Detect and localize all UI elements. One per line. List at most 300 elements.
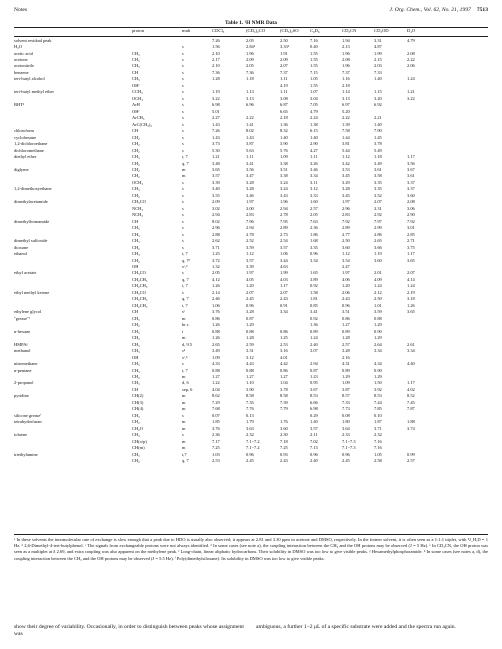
table-cell: 0.88 (212, 367, 220, 373)
table-cell: 2.05 (212, 270, 220, 276)
table-cell: CH₂ (132, 147, 140, 153)
table-cell: 1.04 (280, 380, 288, 386)
table-cell: 3.06 (407, 205, 415, 211)
table-cell: 1.91 (280, 50, 288, 56)
table-cell: 0.40 (310, 44, 318, 50)
table-cell: s (182, 361, 184, 367)
table-cell: sᵉ (182, 309, 185, 315)
table-cell: 2.05 (310, 212, 318, 218)
table-cell: 1.11 (280, 76, 288, 82)
table-cell: CH₃CO (132, 199, 146, 205)
table-cell: m (182, 335, 186, 341)
table-cell: 3.57 (280, 244, 288, 250)
table-cell: 2.11 (310, 432, 318, 438)
table-cell: n-hexane (14, 328, 31, 334)
table-cell: 3.28 (342, 186, 350, 192)
table-cell: 3.16 (280, 348, 288, 354)
table-cell: 7.1−7.2 (246, 438, 260, 444)
table-cell: 7.17 (212, 438, 220, 444)
table-cell: 2.84ᵇ (246, 44, 256, 50)
table-cell: CH₃ (132, 63, 140, 69)
table-cell: 1.29 (246, 322, 254, 328)
table-cell: 2.94 (246, 225, 254, 231)
table-cell: 3.44 (280, 257, 288, 263)
table-cell: chloroform (14, 128, 34, 134)
table-cell: 3.51 (280, 166, 288, 172)
table-cell: 1.43 (212, 134, 220, 140)
table-cell: 0.90 (374, 367, 382, 373)
table-cell: 1.12 (342, 154, 350, 160)
table-cell: 2.65 (374, 238, 382, 244)
table-cell: 2.53 (212, 458, 220, 464)
table-cell: CH₂ (132, 322, 140, 328)
table-cell: 2.06 (342, 289, 350, 295)
table-cell: 1.41 (246, 121, 254, 127)
table-cell: 0.91 (280, 302, 288, 308)
table-cell: 7.05 (310, 102, 318, 108)
table-cell: 3.45 (342, 173, 350, 179)
table-cell: CH(2) (132, 393, 144, 399)
table-cell: 2.58 (374, 458, 382, 464)
table-cell: 2.18 (280, 115, 288, 121)
table-cell: 2.09 (246, 57, 254, 62)
table-cell: 1.86 (310, 231, 318, 237)
table-cell: 2.53 (280, 341, 288, 347)
table-cell: acetic acid (14, 50, 33, 56)
table-cell: 1.10 (246, 380, 254, 386)
table-cell: 2.73 (280, 231, 288, 237)
table-cell: 7.36 (246, 69, 254, 75)
table-cell: 5.30 (212, 147, 220, 153)
table-cell: s (182, 199, 184, 205)
column-header: CD₃OD (374, 28, 389, 33)
table-cell: 3.04 (310, 95, 318, 101)
table-cell: d, 9.5 (182, 341, 192, 347)
table-cell: 2.88 (212, 231, 220, 237)
table-cell: 3.28 (246, 179, 254, 185)
table-cell: s (182, 186, 184, 192)
table-cell: s (182, 44, 184, 50)
table-cell: 3.55 (212, 192, 220, 198)
table-cell: 4.09 (374, 276, 382, 282)
table-cell: 2.54 (280, 238, 288, 244)
table-cell: m (182, 406, 186, 412)
table-cell: t, 7 (182, 367, 188, 373)
table-cell: 2.15 (374, 57, 382, 62)
column-header: (CD₃)₂SO (280, 28, 299, 33)
table-cell: 0.96 (310, 451, 318, 457)
table-cell: 2.30 (280, 432, 288, 438)
table-cell: sʰ (182, 348, 186, 354)
table-cell: 3.12 (246, 354, 254, 360)
table-cell: 3.87 (246, 141, 254, 147)
table-cell: CH₂CH₃ (132, 302, 148, 308)
table-cell: 2.07 (280, 63, 288, 69)
table-title: Table 1. ¹H NMR Data (225, 20, 277, 26)
table-cell: 7.95 (280, 218, 288, 224)
table-cell: CH₂CH₃ (132, 276, 148, 282)
table-cell: 3.65 (407, 309, 415, 315)
table-cell: CH₃ (132, 186, 140, 192)
table-cell: 2.90 (310, 141, 318, 147)
table-cell: 2.19 (407, 289, 415, 295)
table-cell: 0.89 (342, 328, 350, 334)
table-cell: nitromethane (14, 361, 38, 367)
table-cell: 1.17 (407, 380, 415, 386)
table-cell: 6.98 (212, 102, 220, 108)
column-header: proton (132, 28, 144, 33)
table-cell: 7.13 (310, 445, 318, 451)
table-cell: 3.52 (374, 192, 382, 198)
table-cell: ethylene glycol (14, 309, 42, 315)
table-cell: CH₃ (132, 231, 140, 237)
table-cell: diethyl ether (14, 154, 37, 160)
table-cell: 1.87 (374, 419, 382, 425)
table-cell: HMPAᵍ (14, 341, 28, 347)
table-cell: 2.10 (212, 50, 220, 56)
table-cell: 0.86 (280, 328, 288, 334)
table-cell: 3.76 (212, 309, 220, 315)
table-cell: s (182, 289, 184, 295)
table-cell: 1.40 (310, 134, 318, 140)
table-cell: 2.05 (246, 63, 254, 69)
table-cell: 1.19 (374, 251, 382, 257)
table-cell: 2.92 (374, 212, 382, 218)
table-cell: CH₂ (132, 244, 140, 250)
table-cell: 2.89 (280, 225, 288, 231)
table-cell: 1.17 (407, 154, 415, 160)
table-cell: 6.98 (310, 406, 318, 412)
table-cell: 1.29 (374, 335, 382, 341)
table-cell: 1.07 (310, 89, 318, 95)
table-cell: s (182, 147, 184, 153)
table-cell: 7.87 (407, 406, 415, 412)
table-cell: q, 7 (182, 160, 189, 166)
table-cell: 1.43 (246, 134, 254, 140)
table-cell: 0.92 (310, 315, 318, 321)
table-cell: 1.94 (342, 37, 350, 43)
table-cell: 1.55 (310, 63, 318, 69)
table-cell: s (182, 212, 184, 218)
table-cell: 2.83 (342, 212, 350, 218)
table-cell: s (182, 238, 184, 244)
table-cell: 5.63 (246, 147, 254, 153)
header-citation (389, 7, 488, 13)
table-cell: tert-butyl alcohol (14, 76, 45, 82)
table-cell: 0.90 (374, 328, 382, 334)
table-cell: solvent residual peak (14, 37, 52, 43)
table-cell: 3.60 (374, 257, 382, 263)
table-cell: 1.29 (342, 373, 350, 379)
table-cell: 5.01 (212, 108, 220, 114)
table-cell: 1.01 (374, 302, 382, 308)
table-cell: 4.19 (280, 82, 288, 88)
table-cell: 7.35 (246, 399, 254, 405)
table-cell: 3.60 (342, 244, 350, 250)
table-cell: 7.26 (212, 128, 220, 134)
table-cell: CH₃ (132, 348, 140, 354)
table-cell: 2.16 (342, 354, 350, 360)
table-cell: 2.89 (342, 225, 350, 231)
table-cell: 2.94 (310, 361, 318, 367)
table-cell: pyridine (14, 393, 29, 399)
table-cell: 1.38 (310, 121, 318, 127)
table-cell: 3.38 (280, 160, 288, 166)
table-cell: s (182, 76, 184, 82)
table-cell: t, 7 (182, 283, 188, 289)
table-cell: 2.17 (212, 57, 220, 62)
table-cell: 1.45 (374, 134, 382, 140)
table-cell: s (182, 218, 184, 224)
table-cell: 1.24 (407, 283, 415, 289)
table-cell: 5.76 (280, 147, 288, 153)
table-cell: 3.08 (280, 95, 288, 101)
table-cell: 1.16 (342, 76, 350, 82)
table-cell: 2.62 (212, 238, 220, 244)
table-cell: 4.40 (407, 361, 415, 367)
table-cell: 1.76 (280, 419, 288, 425)
table-cell: 3.65 (212, 166, 220, 172)
table-cell: CH₂ (132, 458, 140, 464)
table-cell: 2.45 (246, 296, 254, 302)
table-cell: s (182, 179, 184, 185)
table-cell: 1.22 (212, 380, 220, 386)
table-cell: 0.93 (280, 451, 288, 457)
table-cell: s (182, 231, 184, 237)
table-cell: CH(m) (132, 445, 145, 451)
table-cell: s (182, 89, 184, 95)
table-cell: 3.66 (374, 244, 382, 250)
table-cell: acetonitrile (14, 63, 34, 69)
table-cell: 4.42 (280, 361, 288, 367)
table-cell: 1.24 (310, 335, 318, 341)
table-cell: OH (132, 264, 139, 269)
table-cell: 3.67 (310, 386, 318, 392)
table-cell: CH₂ (132, 160, 140, 166)
table-cell: 3.65 (407, 257, 415, 263)
table-cell: 1.44 (342, 134, 350, 140)
table-cell: 1.55 (310, 57, 318, 62)
column-header: C₆D₆ (310, 28, 320, 33)
table-cell: t, 7 (182, 302, 188, 308)
table-cell: 2-propanol (14, 380, 34, 386)
table-cell: 7.90 (374, 128, 382, 134)
table-cell: 7.73 (342, 406, 350, 412)
table-cell: 1.40 (374, 121, 382, 127)
table-cell: 3.20 (374, 95, 382, 101)
running-header (14, 7, 488, 17)
table-cell: d, 6 (182, 380, 189, 386)
table-cell: 0.88 (246, 328, 254, 334)
table-cell: 0.10 (374, 412, 382, 418)
table-cell: 7.33 (342, 399, 350, 405)
table-cell: n-pentane (14, 367, 32, 373)
journal-citation: J. Org. Chem., Vol. 62, No. 21, 1997 (389, 7, 471, 13)
table-cell: 1.12 (342, 251, 350, 257)
table-cell: 8.32 (280, 128, 288, 134)
table-cell: 2.64 (374, 341, 382, 347)
table-cell: 0.92 (310, 283, 318, 289)
table-cell: 1.56 (212, 44, 220, 50)
table-cell: 3.13 (342, 95, 350, 101)
table-cell: 2.32 (246, 432, 254, 438)
table-cell: s (182, 50, 184, 56)
table-cell: 3.24 (280, 186, 288, 192)
table-cell: 2.96 (212, 225, 220, 231)
table-cell: 2.27 (212, 115, 220, 121)
table-cell: 8.58 (246, 393, 254, 399)
table-cell: s (182, 270, 184, 276)
table-cell: 8.57 (342, 393, 350, 399)
table-cell: 2.06 (407, 63, 415, 69)
table-cell: 1.43 (212, 121, 220, 127)
table-cell: 3.38 (280, 173, 288, 179)
table-cell: 3.72 (212, 257, 220, 263)
table-cell: s (182, 102, 184, 108)
table-cell: 3.90 (246, 386, 254, 392)
table-cell: 1.11 (310, 154, 318, 160)
table-cell: 3.29 (342, 179, 350, 185)
table-cell: 2.18 (342, 82, 350, 88)
table-cell: 2.08 (407, 199, 415, 205)
table-cell: 3.39 (212, 179, 220, 185)
table-cell: silicone greaseⁱ (14, 412, 42, 418)
table-cell: m (182, 425, 186, 431)
table-cell: toluene (14, 432, 28, 438)
table-cell: CH₃ (132, 225, 140, 231)
table-cell: 1.97 (342, 199, 350, 205)
table-cell: 7.45 (407, 399, 415, 405)
table-cell: 0.96 (342, 302, 350, 308)
table-cell: 2.07 (374, 199, 382, 205)
table-cell: 3.46 (310, 166, 318, 172)
table-cell: 8.02 (212, 218, 220, 224)
table-cell: 2.94 (280, 205, 288, 211)
table-cell: CH₃CO (132, 270, 146, 276)
table-cell: 7.18 (280, 438, 288, 444)
table-cell: s (182, 95, 184, 101)
table-cell: 1.25 (212, 251, 220, 257)
table-cell: 3.00 (246, 205, 254, 211)
table-cell: 1.27 (212, 373, 220, 379)
table-cell: CH (132, 128, 139, 134)
table-cell: 1.29 (374, 373, 382, 379)
table-cell: CH₂ (132, 192, 140, 198)
table-cell: CH(o/p) (132, 438, 147, 444)
table-cell: 3.46 (246, 192, 254, 198)
table-cell: 8.02 (246, 128, 254, 134)
table-cell: 0.86 (342, 315, 350, 321)
table-cell: 1.40 (374, 76, 382, 82)
table-cell: 0.86 (280, 367, 288, 373)
table-cell: 2.36 (310, 225, 318, 231)
table-cell: 4.79 (407, 37, 415, 43)
table-cell: 1.96 (246, 50, 254, 56)
table-cell: sᶜ,ᵈ (182, 264, 188, 269)
table-cell: s (182, 192, 184, 198)
table-cell: 2.99 (374, 225, 382, 231)
table-cell: CH₃ (132, 380, 140, 386)
table-cell: 6.97 (342, 102, 350, 108)
table-cell: ArH (132, 102, 140, 108)
table-cell: ArC(CH₃)₃ (132, 121, 152, 127)
table-cell: 1.09 (212, 354, 220, 360)
table-cell: 1,2-dichloroethane (14, 141, 48, 147)
table-cell: 1.05 (374, 451, 382, 457)
table-cell: CH₃ (132, 315, 140, 321)
page-number: 7513 (476, 7, 488, 13)
table-cell: 0.88 (246, 367, 254, 373)
table-cell: 1.99 (280, 270, 288, 276)
table-cell: "grease"ᶠ (14, 315, 30, 321)
table-cell: CH₂ (132, 141, 140, 147)
table-cell: 1.28 (246, 335, 254, 341)
table-cell: t (182, 328, 184, 334)
table-cell: 3.71 (212, 244, 220, 250)
table-cell: 0.95 (310, 380, 318, 386)
table-cell: 1.17 (407, 251, 415, 257)
table-cell: 0.89 (342, 367, 350, 373)
table-cell: CCH₃ (132, 89, 143, 95)
table-cell: 6.92 (374, 102, 382, 108)
table-cell: 3.78 (280, 386, 288, 392)
table-cell: 2.09 (212, 199, 220, 205)
table-cell: 7.63 (310, 218, 318, 224)
table-cell: 2.09 (280, 57, 288, 62)
table-cell: 2.40 (310, 458, 318, 464)
table-cell: 1.23 (310, 373, 318, 379)
table-cell: 5.49 (374, 147, 382, 153)
table-cell: 1.27 (280, 373, 288, 379)
table-cell: s (182, 108, 184, 114)
column-header: (CD₃)₂CO (246, 28, 266, 33)
table-cell: s (182, 121, 184, 127)
column-header: mult (182, 28, 191, 33)
table-cell: s (182, 128, 184, 134)
table-cell: s (182, 205, 184, 211)
table-cell: tert-butyl methyl ether (14, 89, 54, 95)
table-cell: 0.87 (246, 315, 254, 321)
table-cell: 2.52 (246, 238, 254, 244)
table-cell: 1.99 (374, 50, 382, 56)
table-cell: 7.26 (212, 37, 220, 43)
table-cell: s (182, 141, 184, 147)
table-cell: 3.28 (342, 348, 350, 354)
table-cell: 1.19 (212, 89, 220, 95)
table-cell: 6.87 (280, 102, 288, 108)
table-cell: 1.39 (342, 121, 350, 127)
table-cell: 3.87 (342, 386, 350, 392)
table-cell: dimethyl sulfoxide (14, 238, 48, 244)
table-cell: 8.58 (280, 393, 288, 399)
table-cell: 3.33 (310, 192, 318, 198)
table-cell: CH₃ (132, 76, 140, 82)
table-row (14, 458, 488, 464)
table-cell: BHTᵈ (14, 102, 25, 108)
table-cell: 1.81 (310, 296, 318, 302)
table-cell: s (182, 432, 184, 438)
table-cell: 4.02 (407, 386, 415, 392)
table-cell: 1.55 (310, 82, 318, 88)
table-cell: OHᶜ (132, 108, 140, 114)
table-cell: 3.43 (280, 192, 288, 198)
table-cell: 7.44 (374, 399, 382, 405)
table-cell: 1.26 (212, 335, 220, 341)
table-cell: 7.33 (374, 69, 382, 75)
table-cell: 1.05 (310, 76, 318, 82)
table-cell: ethyl acetate (14, 270, 37, 276)
table-cell: 2.12 (374, 289, 382, 295)
